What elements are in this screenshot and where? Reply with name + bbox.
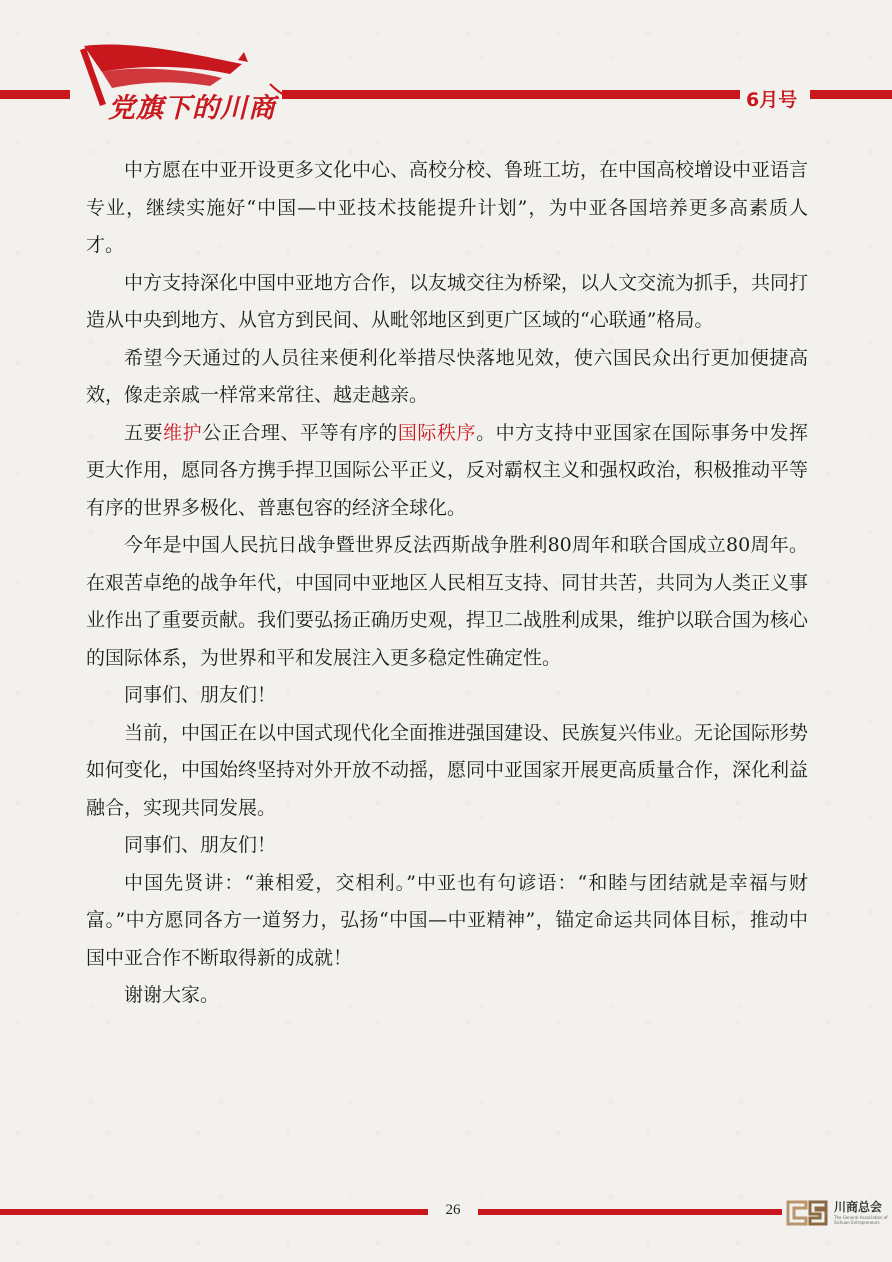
paragraph-text: 希望今天通过的人员往来便利化举措尽快落地见效，使六国民众出行更加便捷高效，像走亲戚一样常来常往、越走越亲。 [86, 346, 808, 406]
organization-logo [784, 1194, 892, 1230]
organization-name: 川商总会 [834, 1200, 883, 1214]
paragraph [86, 152, 808, 265]
paragraph-text: 当前，中国正在以中国式现代化全面推进强国建设、民族复兴伟业。无论国际形势如何变化，中国始终坚持对外开放不动摇，愿同中亚国家开展更高质量合作，深化利益融合，实现共同发展。 [86, 721, 809, 819]
header-bar [810, 90, 892, 99]
paragraph-text: 谢谢大家。 [124, 984, 220, 1006]
paragraph-text: 中方愿在中亚开设更多文化中心、高校分校、鲁班工坊，在中国高校增设中亚语言专业，继续实施好“中国—中亚技术技能提升计划”，为中亚各国培养更多高素质人才。 [86, 159, 809, 256]
paragraph-text: 公正合理、平等有序的 [202, 421, 398, 444]
paragraph-text: 。中方支持中亚国家在国际事务中发挥更大作用，愿同各方携手捍卫国际公平正义，反对霸权主义和强权政治，积极推动平等有序的世界多极化、普惠包容的经济全球化。 [86, 421, 809, 519]
paragraph-text: 今年是中国人民抗日战争暨世界反法西斯战争胜利80周年和联合国成立80周年。在艰苦卓绝的战争年代，中国同中亚地区人民相互支持、同甘共苦，共同为人类正义事业作出了重要贡献。我们要弘扬正确历史观，捍卫二战胜利成果，维护以联合国为核心的国际体系，为世界和平和发展注入更多稳定性确定性。 [86, 534, 809, 669]
header-bar [282, 90, 740, 99]
paragraph-text: 同事们、朋友们！ [124, 684, 277, 706]
page-number: 26 [445, 1202, 461, 1218]
paragraph [86, 865, 808, 978]
paragraph [86, 527, 808, 677]
paragraph-text: 同事们、朋友们！ [124, 834, 277, 856]
logo-text: 党旗下的川商 [108, 93, 276, 124]
issue-label: 6月号 [746, 89, 798, 111]
paragraph [86, 977, 808, 1015]
magazine-logo [72, 40, 287, 124]
header-bar [0, 90, 70, 99]
footer-line [0, 1209, 428, 1215]
chuanshang-logo-icon [784, 1194, 830, 1230]
article-body [86, 152, 808, 1015]
paragraph [86, 715, 808, 828]
paragraph [86, 340, 808, 415]
paragraph [86, 677, 808, 715]
highlighted-text: 国际秩序 [397, 421, 477, 444]
paragraph-text: 中国先贤讲：“兼相爱，交相利。”中亚也有句谚语：“和睦与团结就是幸福与财富。”中方愿同各方一道努力，弘扬“中国—中亚精神”，锚定命运共同体目标，推动中国中亚合作不断取得新的成就！ [86, 871, 808, 969]
footer-line [478, 1209, 782, 1215]
paragraph [86, 415, 808, 528]
paragraph [86, 265, 808, 340]
paragraph-text: 中方支持深化中国中亚地方合作，以友城交往为桥梁，以人文交流为抓手，共同打造从中央到地方、从官方到民间、从毗邻地区到更广区域的“心联通”格局。 [86, 271, 809, 331]
highlighted-text: 维护 [163, 421, 203, 444]
paragraph-text: 五要 [124, 421, 164, 444]
organization-subtitle: The General Association of Sichuan Entrepreneurs [834, 1215, 888, 1225]
paragraph [86, 827, 808, 865]
